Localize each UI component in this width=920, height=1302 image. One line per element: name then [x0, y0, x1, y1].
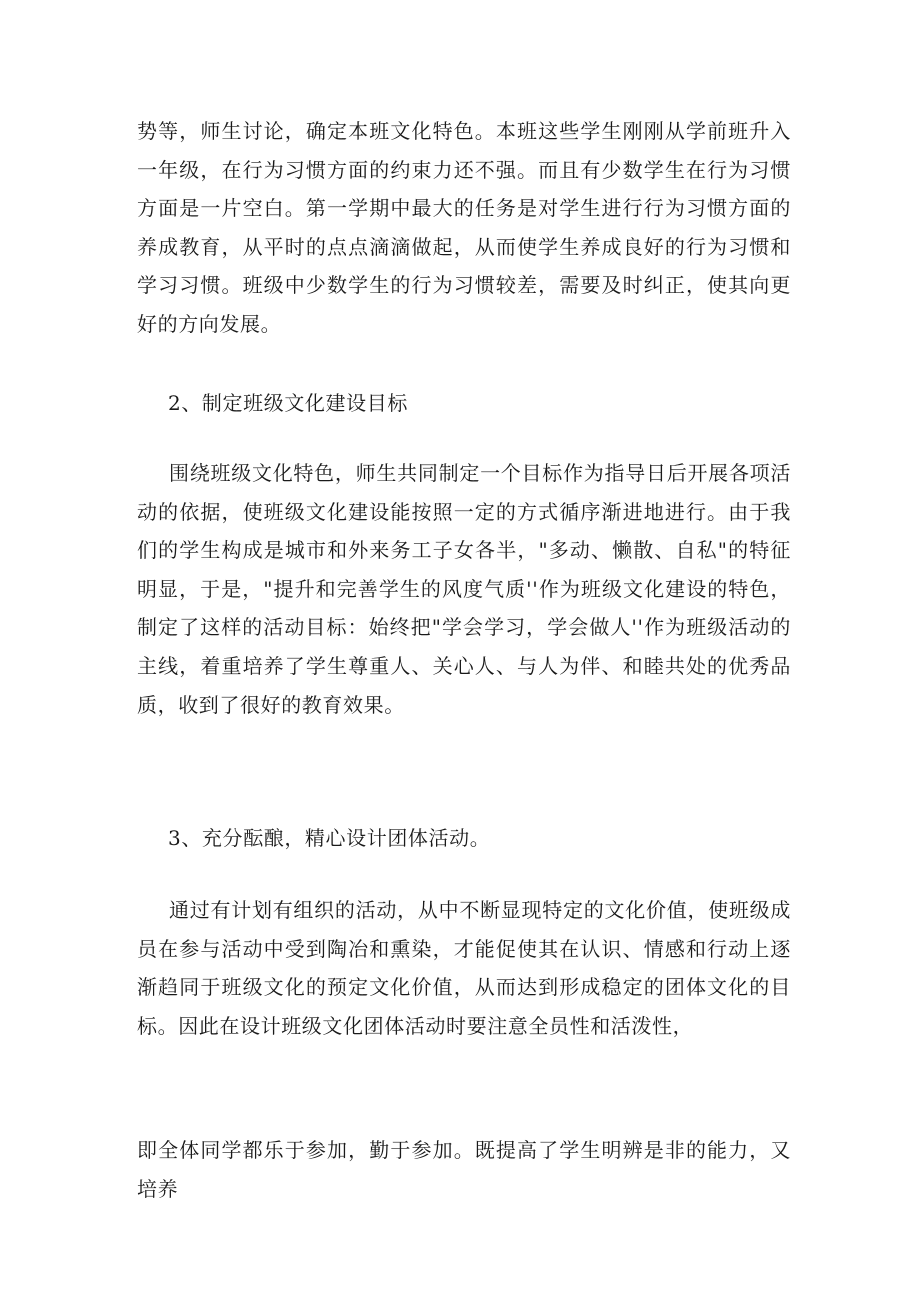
- paragraph-participation: 即全体同学都乐于参加，勤于参加。既提高了学生明辨是非的能力，又培养: [137, 1138, 791, 1201]
- paragraph-group-activities: 通过有计划有组织的活动，从中不断显现特定的文化价值，使班级成员在参与活动中受到陶冶和熏染，才能促使其在认识、情感和行动上逐渐趋同于班级文化的预定文化价值，从而达到形成稳定的团体文化的目标。因此在设计班级文化团体活动时要注意全员性和活泼性，: [137, 898, 791, 1038]
- section-heading-3: 3、充分酝酿，精心设计团体活动。: [168, 826, 491, 850]
- section-heading-2: 2、制定班级文化建设目标: [168, 391, 408, 415]
- paragraph-class-culture-features: 势等，师生讨论，确定本班文化特色。本班这些学生刚刚从学前班升入一年级，在行为习惯方面的约束力还不强。而且有少数学生在行为习惯方面是一片空白。第一学期中最大的任务是对学生进行行为习惯方面的养成教育，从平时的点点滴滴做起，从而使学生养成良好的行为习惯和学习习惯。班级中少数学生的行为习惯较差，需要及时纠正，使其向更好的方向发展。: [137, 119, 791, 336]
- paragraph-culture-goals: 围绕班级文化特色，师生共同制定一个目标作为指导日后开展各项活动的依据，使班级文化建设能按照一定的方式循序渐进地进行。由于我们的学生构成是城市和外来务工子女各半，"多动、懒散、自私"的特征明显，于是，"提升和完善学生的风度气质''作为班级文化建设的特色，制定了这样的活动目标：始终把"学会学习，学会做人''作为班级活动的主线，着重培养了学生尊重人、关心人、与人为伴、和睦共处的优秀品质，收到了很好的教育效果。: [137, 461, 791, 717]
